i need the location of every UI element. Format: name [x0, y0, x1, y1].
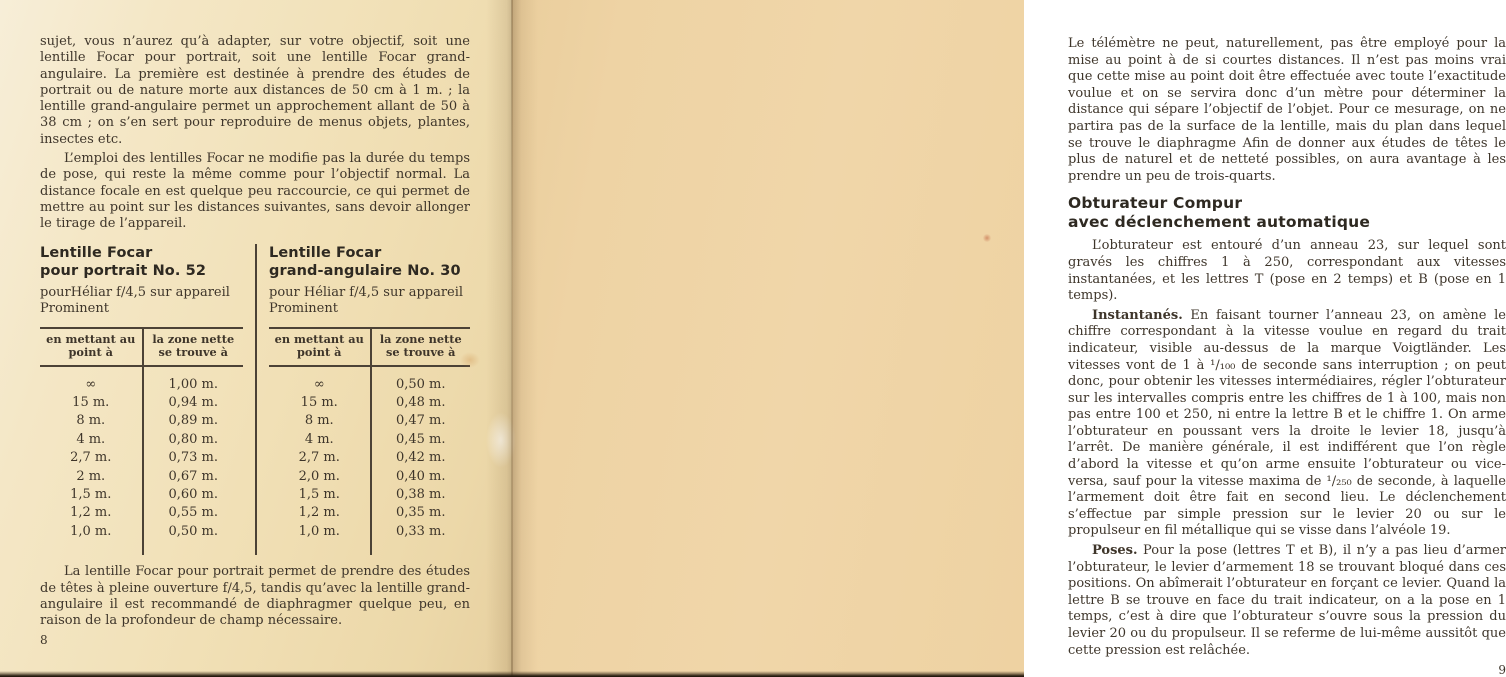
body-paragraph: sujet, vous n’aurez qu’à adapter, sur votre objectif, soit une lentille Focar pour portrait, soit une lentille Focar grand-angulaire. La première est destinée à prendre des études de portrait ou de nature morte aux distances de 50 cm à 1 m. ; la lentille grand-angulaire permet un approchement allant de 50 à 38 cm ; on s’en sert pour reproduire de menus objets, plantes, insectes etc. [40, 34, 470, 147]
paragraph-lead: Poses. [1092, 543, 1138, 559]
table-cell: 0,47 m. [370, 412, 471, 430]
table-header-row [269, 329, 470, 367]
table-cell: 1,00 m. [142, 367, 244, 394]
focus-distance-table [269, 327, 470, 556]
table-column-header: la zone nette se trouve à [370, 329, 471, 365]
table-cell: 2,0 m. [298, 468, 340, 484]
table-row [40, 367, 243, 394]
table-cell: 0,67 m. [142, 468, 244, 486]
table-cell: 2,7 m. [70, 450, 112, 466]
table-row [269, 486, 470, 504]
table-cell: 0,48 m. [370, 394, 471, 412]
table-cell: 0,89 m. [142, 412, 244, 430]
paragraph-text: En faisant tourner l’anneau 23, on amène le chiffre correspondant à la vitesse voulue en regard du trait indicateur, visible au-dessus de la marque Voigtländer. Les vitesses vont de 1 à ¹/₁₀₀ de seconde sans interruption ; on peut donc, pour obtenir les vitesses intermédiaires, régler l’obturateur sur les intervalles compris entre les chiffres de 1 à 100, mais non pas entre 100 et 250, ni entre la lettre B et le chiffre 1. On arme l’obturateur en poussant vers la droite le levier 18, jusqu’à l’arrêt. De manière générale, il est indifférent que l’on règle d’abord la vitesse et qu’on arme ensuite l’obturateur ou vice-versa, sauf pour la vitesse maxima de ¹/₂₅₀ de seconde, à laquelle l’armement doit être fait en second lieu. Le déclenchement s’effectue par simple pression sur le levier 20 ou sur le propulseur en fil métallique qui se visse dans l’alvéole 19. [1068, 307, 1506, 539]
section-title-line: Lentille Focar [269, 244, 382, 261]
table-spacer [269, 541, 470, 555]
section-subtitle: pour Héliar f/4,5 sur appareil Prominent [269, 284, 464, 317]
table-row [269, 394, 470, 412]
table-cell: 0,94 m. [142, 394, 244, 412]
focar-portrait-column [40, 244, 255, 556]
section-title-line: pour portrait No. 52 [40, 262, 207, 279]
table-cell: 8 m. [76, 413, 106, 429]
section-heading-line: avec déclenchement automatique [1068, 213, 1371, 232]
table-cell: 0,42 m. [370, 449, 471, 467]
section-title [269, 244, 470, 280]
body-paragraph: La lentille Focar pour portrait permet de prendre des études de têtes à pleine ouverture f/4,5, tandis qu’avec la lentille grand-angulaire il est recommandé de diaphragmer quelque peu, en raison de la profondeur de champ nécessaire. [40, 564, 470, 629]
table-row [269, 449, 470, 467]
focar-wide-angle-column [255, 244, 470, 556]
table-cell: 0,33 m. [370, 523, 471, 541]
table-row [40, 431, 243, 449]
section-title-line: Lentille Focar [40, 244, 153, 261]
table-cell: 15 m. [300, 394, 338, 410]
table-row [40, 523, 243, 541]
table-cell: 0,50 m. [142, 523, 244, 541]
table-cell: 0,40 m. [370, 468, 471, 486]
table-cell: 1,5 m. [70, 487, 112, 502]
table-row [40, 504, 243, 522]
section-subtitle: pourHéliar f/4,5 sur appareil Prominent [40, 284, 230, 317]
table-cell: ∞ [313, 376, 325, 392]
table-cell: 1,2 m. [70, 505, 112, 521]
body-paragraph [1068, 543, 1506, 659]
page-right-content [1068, 36, 1506, 677]
body-paragraph: L’emploi des lentilles Focar ne modifie pas la durée du temps de pose, qui reste la même comme pour l’objectif normal. La distance focale en est quelque peu raccourcie, ce qui permet de mettre au point sur les distances suivantes, sans devoir allonger le tirage de l’appareil. [40, 151, 470, 232]
table-cell: 8 m. [304, 413, 334, 429]
section-title-line: grand-angulaire No. 30 [269, 262, 461, 279]
table-column-header: en mettant au point à [274, 331, 364, 360]
table-cell: 1,0 m. [298, 523, 340, 539]
paragraph-lead: Instantanés. [1092, 307, 1183, 323]
body-paragraph: Le télémètre ne peut, naturellement, pas être employé pour la mise au point à de si courtes distances. Il n’est pas moins vrai que cette mise au point doit être effectuée avec toute l’exactitude voulue et on se servira donc d’un mètre pour déterminer la distance qui sépare l’objectif de l’objet. Pour ce mesurage, on ne partira pas de la surface de la lentille, mais du plan dans lequel se trouve le diaphragme Afin de donner aux études de têtes le plus de naturel et de netteté possibles, on aura avantage à les prendre un peu de trois-quarts. [1068, 36, 1506, 184]
focus-distance-table [40, 327, 243, 556]
table-cell: 15 m. [72, 394, 110, 410]
page-left [0, 0, 512, 677]
table-body [269, 367, 470, 542]
paragraph-text: Pour la pose (lettres T et B), il n’y a pas lieu d’armer l’obturateur, le levier d’armement 18 se trouvant bloqué dans ces positions. On abîmerait l’obturateur en forçant ce levier. Quand la lettre B se trouve en face du trait indicateur, on a la pose en 1 temps, c’est à dire que l’obturateur s’ouvre sous la pression du levier 20 ou du propulseur. Il se referme de lui-même aussitôt que cette pression est relâchée. [1068, 543, 1506, 658]
table-cell: 4 m. [304, 431, 334, 447]
table-cell: 2,7 m. [298, 450, 340, 466]
table-row [269, 523, 470, 541]
section-heading-line: Obturateur Compur [1068, 194, 1243, 213]
table-cell: 1,0 m. [70, 523, 112, 539]
section-title [40, 244, 243, 280]
body-paragraph: L’obturateur est entouré d’un anneau 23, sur lequel sont gravés les chiffres 1 à 250, correspondant aux vitesses instantanées, et les lettres T (pose en 2 temps) et B (pose en 1 temps). [1068, 238, 1506, 304]
table-row [40, 449, 243, 467]
table-cell: ∞ [85, 376, 97, 392]
table-cell: 0,73 m. [142, 449, 244, 467]
table-cell: 1,2 m. [298, 505, 340, 521]
table-cell: 0,38 m. [370, 486, 471, 504]
table-row [269, 412, 470, 430]
table-cell: 4 m. [76, 431, 106, 447]
table-row [269, 468, 470, 486]
scan-bottom-edge [0, 671, 1024, 677]
lens-tables-section [40, 244, 470, 556]
table-cell: 0,35 m. [370, 504, 471, 522]
body-paragraph [1068, 308, 1506, 540]
table-row [40, 394, 243, 412]
page-right [512, 0, 1506, 677]
table-column-header: en mettant au point à [46, 331, 136, 360]
table-body [40, 367, 243, 542]
table-cell: 0,50 m. [370, 367, 471, 394]
table-header-row [40, 329, 243, 367]
page-left-content [40, 34, 470, 647]
table-row [269, 504, 470, 522]
table-cell: 0,80 m. [142, 431, 244, 449]
table-cell: 0,45 m. [370, 431, 471, 449]
table-row [40, 468, 243, 486]
table-column-header: la zone nette se trouve à [142, 329, 244, 365]
page-number: 8 [40, 633, 48, 648]
table-cell: 0,55 m. [142, 504, 244, 522]
table-cell: 2 m. [76, 468, 106, 484]
section-heading [1068, 194, 1506, 232]
table-row [40, 486, 243, 504]
table-row [40, 412, 243, 430]
page-number: 9 [1498, 663, 1506, 677]
table-row [269, 431, 470, 449]
table-row [269, 367, 470, 394]
table-spacer [40, 541, 243, 555]
table-cell: 0,60 m. [142, 486, 244, 504]
table-cell: 1,5 m. [298, 487, 340, 502]
